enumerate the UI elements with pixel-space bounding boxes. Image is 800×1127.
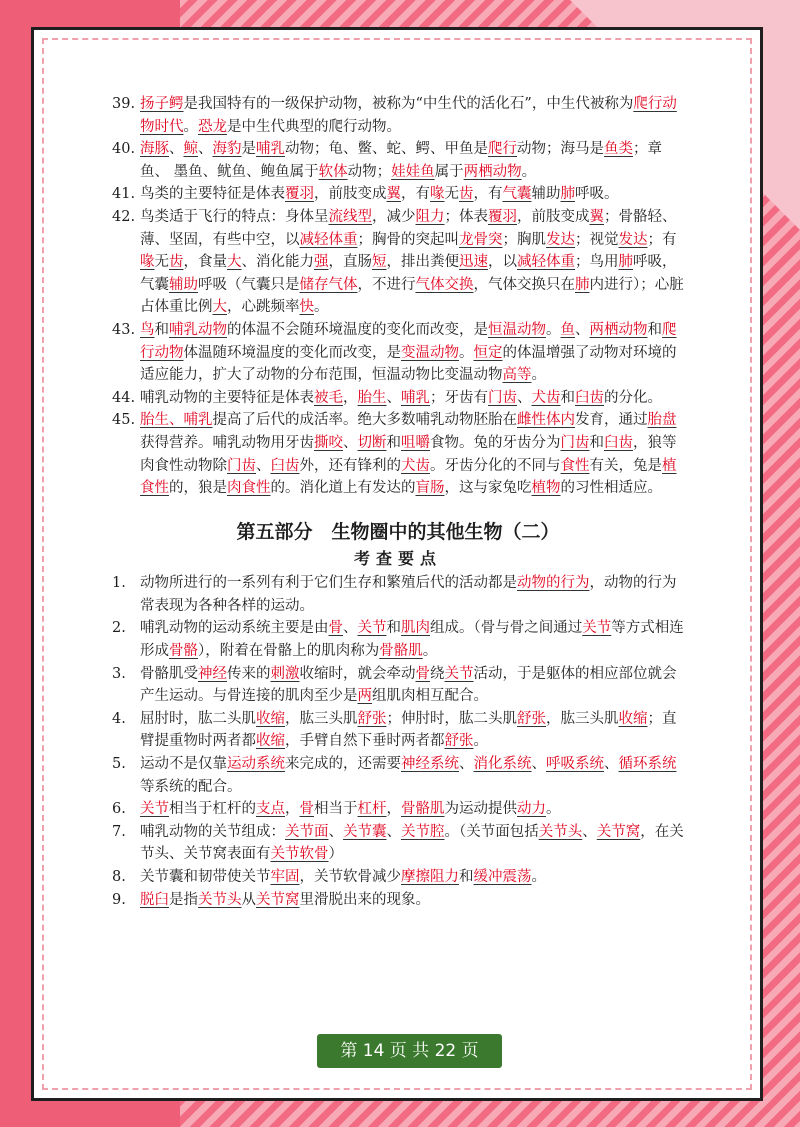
answer-text: 门齿 bbox=[488, 389, 517, 406]
question-item bbox=[112, 409, 684, 499]
question-number: 42. bbox=[112, 208, 136, 225]
question-text: 的分化。 bbox=[604, 389, 662, 406]
question-text: ，关节软骨减少 bbox=[299, 869, 401, 885]
answer-text: 动物的行为 bbox=[517, 575, 590, 592]
answer-text: 两栖动物 bbox=[589, 321, 648, 338]
question-number: 3. bbox=[112, 665, 126, 682]
question-text: 是指 bbox=[169, 891, 198, 908]
question-item bbox=[112, 138, 684, 183]
question-text: ；直臂提重物时两者都 bbox=[140, 710, 677, 750]
question-text: 关节囊和韧带使关节 bbox=[140, 869, 271, 885]
answer-text: 哺乳 bbox=[401, 389, 430, 406]
question-text: ；体表 bbox=[444, 208, 488, 225]
answer-text: 胎生、哺乳 bbox=[140, 412, 213, 429]
question-text: 。 bbox=[531, 869, 546, 885]
question-item bbox=[112, 866, 684, 889]
answer-text: 循环系统 bbox=[618, 756, 677, 773]
answer-text: 发达 bbox=[546, 231, 575, 248]
answer-text: 龙骨突 bbox=[459, 231, 503, 248]
answer-text: 臼齿 bbox=[604, 434, 633, 451]
answer-text: 两栖动物 bbox=[463, 163, 522, 180]
answer-text: 胎生 bbox=[357, 389, 387, 406]
answer-text: 骨 bbox=[299, 801, 314, 818]
answer-text: 臼齿 bbox=[575, 389, 604, 406]
question-text: ，这与家兔吃 bbox=[444, 480, 532, 497]
answer-text: 齿 bbox=[459, 186, 474, 203]
answer-text: 鱼 bbox=[560, 321, 575, 338]
question-text: 。 bbox=[314, 299, 329, 316]
question-text: ，肱三头肌 bbox=[285, 710, 358, 727]
answer-text: 咀嚼 bbox=[401, 434, 430, 451]
question-text: 、 bbox=[604, 756, 619, 773]
answer-text: 收缩 bbox=[256, 733, 285, 750]
answer-text: 关节 bbox=[582, 620, 612, 637]
question-item bbox=[112, 617, 684, 662]
answer-text: 支点 bbox=[256, 801, 285, 818]
page-indicator: 第 14 页 共 22 页 bbox=[317, 1034, 502, 1068]
question-number: 41. bbox=[112, 186, 136, 203]
question-number: 7. bbox=[112, 823, 126, 840]
answer-text: 翼 bbox=[589, 208, 604, 225]
question-text: ， bbox=[343, 389, 358, 406]
answer-text: 撕咬 bbox=[314, 434, 343, 451]
question-text: 哺乳动物的主要特征是体表 bbox=[140, 389, 314, 406]
answer-text: 恐龙 bbox=[198, 118, 227, 135]
question-text: 呼吸。 bbox=[575, 186, 619, 203]
question-item bbox=[112, 387, 684, 410]
question-text: 运动不是仅靠 bbox=[140, 756, 227, 773]
answer-text: 恒定 bbox=[473, 344, 503, 361]
question-item bbox=[112, 708, 684, 753]
answer-text: 关节腔 bbox=[401, 823, 445, 840]
question-text: 外，还有锋利的 bbox=[299, 457, 401, 474]
answer-text: 喙 bbox=[430, 186, 445, 203]
answer-text: 哺乳 bbox=[256, 141, 285, 158]
question-text: 等系统的配合。 bbox=[140, 778, 242, 795]
question-text: 的，狼是 bbox=[169, 480, 227, 497]
question-text: 骨骼肌受 bbox=[140, 665, 198, 682]
answer-text: 舒张 bbox=[517, 710, 546, 727]
answer-text: 恒温动物 bbox=[488, 321, 546, 338]
answer-text: 喙 bbox=[140, 254, 155, 271]
answer-text: 臼齿 bbox=[270, 457, 300, 474]
question-number: 43. bbox=[112, 321, 136, 338]
question-number: 6. bbox=[112, 801, 126, 818]
answer-text: 强 bbox=[314, 254, 329, 271]
answer-text: 骨 bbox=[415, 665, 430, 682]
question-text: 、 bbox=[386, 823, 401, 840]
question-text: ；有 bbox=[647, 231, 677, 248]
question-text: ；鸟用 bbox=[575, 254, 619, 271]
question-text: 。 bbox=[521, 163, 537, 180]
question-text: 来完成的，还需要 bbox=[285, 756, 401, 773]
answer-text: 神经 bbox=[198, 665, 227, 682]
answer-text: 鸟 bbox=[140, 321, 155, 338]
question-text: 为运动提供 bbox=[444, 801, 517, 818]
question-text: 。牙齿分化的不同与 bbox=[430, 457, 561, 474]
question-text: ，前肢变成 bbox=[314, 186, 387, 203]
question-text: 内进行）；心脏占体重比例 bbox=[140, 276, 684, 316]
answer-text: 减轻体重 bbox=[517, 254, 575, 271]
answer-text: 肺 bbox=[560, 186, 575, 203]
answer-text: 海豹 bbox=[212, 141, 242, 158]
answer-text: 关节面 bbox=[285, 823, 329, 840]
answer-text: 快 bbox=[299, 299, 314, 316]
question-text: 无 bbox=[444, 186, 459, 203]
question-text: ；伸肘时，肱二头肌 bbox=[386, 710, 517, 727]
question-text: 属于 bbox=[434, 163, 464, 180]
answer-text: 减轻体重 bbox=[299, 231, 358, 248]
answer-text: 覆羽 bbox=[488, 208, 517, 225]
section-subtitle: 考查要点 bbox=[353, 548, 442, 568]
answer-text: 肌肉 bbox=[401, 620, 430, 637]
question-text: 的。消化道上有发达的 bbox=[270, 480, 416, 497]
question-text: 是中生代典型的爬行动物。 bbox=[227, 118, 401, 135]
answer-text: 关节头 bbox=[198, 891, 242, 908]
answer-text: 被毛 bbox=[314, 389, 343, 406]
answer-text: 高等 bbox=[502, 367, 532, 384]
question-text: ， bbox=[386, 801, 401, 818]
question-text: 、 bbox=[198, 141, 213, 158]
question-text: 是我国特有的一级保护动物，被称为“中生代的活化石”，中生代被称为 bbox=[183, 96, 634, 112]
question-text: ；牙齿有 bbox=[430, 389, 488, 406]
answer-text: 缓冲震荡 bbox=[473, 869, 532, 885]
question-text: 。（关节面包括 bbox=[444, 823, 539, 840]
answer-text: 爬行动物时代 bbox=[140, 96, 677, 135]
answer-text: 犬齿 bbox=[531, 389, 561, 406]
question-text: 的体温不会随环境温度的变化而改变，是 bbox=[227, 321, 488, 338]
question-text: 、 bbox=[517, 389, 532, 406]
question-text: ，直肠 bbox=[328, 254, 372, 271]
answer-text: 发达 bbox=[618, 231, 648, 248]
answer-text: 雌性体内 bbox=[517, 412, 575, 429]
question-text: 。 bbox=[422, 643, 438, 660]
answer-text: 短 bbox=[372, 254, 387, 271]
question-text: ，狼等肉食性动物除 bbox=[140, 434, 677, 474]
question-text: 的体温增强了动物对环境的适应能力，扩大了动物的分布范围，恒温动物比变温动物 bbox=[140, 344, 677, 384]
question-item bbox=[112, 663, 684, 708]
answer-text: 脱臼 bbox=[140, 891, 169, 908]
question-text: ），附着在骨骼上的肌肉称为 bbox=[198, 643, 380, 660]
question-text: ，气体交换只在 bbox=[473, 276, 575, 293]
answer-text: 摩擦阻力 bbox=[401, 869, 459, 885]
answer-text: 骨骼肌 bbox=[379, 643, 423, 660]
question-text: 动物； bbox=[347, 163, 392, 180]
answer-text: 大 bbox=[227, 254, 242, 271]
answer-text: 鱼类 bbox=[604, 141, 633, 158]
question-text: 。 bbox=[183, 118, 198, 135]
question-text: 鸟类的主要特征是体表 bbox=[140, 186, 285, 203]
question-number: 45. bbox=[112, 412, 136, 429]
question-text: 有关，兔是 bbox=[589, 457, 662, 474]
question-item bbox=[112, 798, 684, 821]
question-text: ；章鱼、 墨鱼、鱿鱼、鲍鱼属于 bbox=[140, 141, 662, 180]
question-number: 1. bbox=[112, 575, 126, 592]
question-text: 提高了后代的成活率。绝大多数哺乳动物胚胎在 bbox=[212, 412, 517, 429]
answer-text: 迅速 bbox=[459, 254, 488, 271]
question-item bbox=[112, 572, 684, 617]
question-text: 、 bbox=[328, 823, 343, 840]
question-text: 食物。兔的牙齿分为 bbox=[430, 434, 561, 451]
answer-text: 食性 bbox=[560, 457, 590, 474]
question-text: 、 bbox=[531, 756, 546, 773]
question-list-part5 bbox=[112, 572, 684, 911]
answer-text: 爬行动物 bbox=[140, 321, 677, 361]
answer-text: 盲肠 bbox=[415, 480, 445, 497]
answer-text: 爬行 bbox=[488, 141, 517, 158]
question-text: 相当于杠杆的 bbox=[169, 801, 256, 818]
question-item bbox=[112, 319, 684, 387]
question-text: ，不进行 bbox=[357, 276, 416, 293]
question-text: 活动，于是躯体的相应部位就会产生运动。与骨连接的肌肉至少是 bbox=[140, 665, 677, 705]
question-text: 是 bbox=[241, 141, 256, 158]
question-number: 9. bbox=[112, 891, 126, 908]
question-text: 。 bbox=[546, 321, 561, 338]
question-number: 44. bbox=[112, 389, 136, 406]
question-text: 和 bbox=[560, 389, 575, 406]
question-text: 、 bbox=[386, 389, 401, 406]
question-number: 39. bbox=[112, 96, 136, 112]
answer-text: 关节囊 bbox=[343, 823, 387, 840]
answer-text: 呼吸系统 bbox=[546, 756, 604, 773]
question-list-part4 bbox=[112, 93, 684, 500]
question-text: 发育，通过 bbox=[575, 412, 648, 429]
question-text: 相当于 bbox=[314, 801, 358, 818]
answer-text: 关节 bbox=[357, 620, 387, 637]
answer-text: 收缩 bbox=[618, 710, 648, 727]
question-text: 无 bbox=[154, 254, 169, 271]
question-text: 、 bbox=[582, 823, 597, 840]
question-text: 、 bbox=[343, 434, 358, 451]
answer-text: 扬子鳄 bbox=[140, 96, 184, 112]
question-text: ，肱三头肌 bbox=[546, 710, 619, 727]
answer-text: 辅助 bbox=[169, 276, 198, 293]
question-text: ，有 bbox=[401, 186, 430, 203]
question-text: ，在关节头、关节窝表面有 bbox=[140, 823, 684, 863]
question-number: 2. bbox=[112, 620, 126, 637]
answer-text: 变温动物 bbox=[401, 344, 459, 361]
question-item bbox=[112, 206, 684, 319]
answer-text: 肺 bbox=[618, 254, 633, 271]
answer-text: 关节 bbox=[140, 801, 169, 818]
answer-text: 切断 bbox=[357, 434, 387, 451]
question-text: 。 bbox=[531, 367, 546, 384]
answer-text: 软体 bbox=[318, 163, 348, 180]
question-text: 从 bbox=[241, 891, 256, 908]
answer-text: 牢固 bbox=[270, 869, 300, 885]
answer-text: 舒张 bbox=[444, 733, 474, 750]
question-text: 呼吸（气囊只是 bbox=[198, 276, 300, 293]
answer-text: 神经系统 bbox=[401, 756, 459, 773]
answer-text: 肺 bbox=[575, 276, 590, 293]
question-text: 哺乳动物的运动系统主要是由 bbox=[140, 620, 329, 637]
answer-text: 大 bbox=[212, 299, 227, 316]
answer-text: 门齿 bbox=[560, 434, 590, 451]
question-text: 体温随环境温度的变化而改变，是 bbox=[183, 344, 401, 361]
question-text: 收缩时，就会牵动 bbox=[299, 665, 416, 682]
question-text: 的习性相适应。 bbox=[560, 480, 662, 497]
question-text: 。 bbox=[473, 733, 488, 750]
question-text: 获得营养。哺乳动物用牙齿 bbox=[140, 434, 314, 451]
answer-text: 胎盘 bbox=[647, 412, 677, 429]
question-text: 传来的 bbox=[227, 665, 271, 682]
answer-text: 关节头 bbox=[538, 823, 583, 840]
question-text: ，以 bbox=[488, 254, 517, 271]
question-text: 哺乳动物的关节组成： bbox=[140, 823, 285, 840]
answer-text: 翼 bbox=[386, 186, 401, 203]
question-text: 、 bbox=[343, 620, 358, 637]
question-text: 等方式相连形成 bbox=[140, 620, 684, 660]
question-text: 和 bbox=[154, 321, 169, 338]
answer-text: 刺激 bbox=[270, 665, 300, 682]
question-text: ，排出粪便 bbox=[386, 254, 459, 271]
question-text: 辅助 bbox=[531, 186, 561, 203]
answer-text: 运动系统 bbox=[227, 756, 285, 773]
question-text: 里滑脱出来的现象。 bbox=[299, 891, 430, 908]
question-text: 组成。（骨与骨之间通过 bbox=[430, 620, 583, 637]
question-text: 和 bbox=[386, 620, 401, 637]
question-text: 呼吸，气囊 bbox=[140, 254, 677, 293]
question-text: ；骨骼轻、薄、坚固，有些中空，以 bbox=[140, 208, 677, 248]
question-text: ，食量 bbox=[183, 254, 227, 271]
question-item bbox=[112, 183, 684, 206]
question-text: ；胸骨的突起叫 bbox=[357, 231, 459, 248]
question-number: 40. bbox=[112, 141, 136, 158]
question-text: 动物所进行的一系列有利于它们生存和繁殖后代的活动都是 bbox=[140, 575, 517, 592]
answer-text: 储存气体 bbox=[299, 276, 358, 293]
answer-text: 阻力 bbox=[415, 208, 445, 225]
question-item bbox=[112, 93, 684, 138]
section-title: 第五部分 生物圈中的其他生物（二） bbox=[236, 520, 560, 543]
question-number: 5. bbox=[112, 756, 126, 773]
question-text: 。 bbox=[459, 344, 474, 361]
answer-text: 收缩 bbox=[256, 710, 285, 727]
question-item bbox=[112, 753, 684, 798]
question-text: 和 bbox=[459, 869, 474, 885]
question-text: ，有 bbox=[473, 186, 503, 203]
answer-text: 覆羽 bbox=[285, 186, 314, 203]
question-text: 和 bbox=[589, 434, 604, 451]
question-text: 屈肘时，肱二头肌 bbox=[140, 710, 256, 727]
question-text: 和 bbox=[647, 321, 662, 338]
answer-text: 骨 bbox=[328, 620, 343, 637]
question-text: ， bbox=[285, 801, 300, 818]
question-text: 、 bbox=[459, 756, 474, 773]
answer-text: 植物 bbox=[531, 480, 561, 497]
answer-text: 流线型 bbox=[328, 208, 372, 225]
question-item bbox=[112, 821, 684, 866]
question-text: 、 bbox=[256, 457, 271, 474]
question-text: 、 bbox=[169, 141, 184, 158]
question-text: ，动物的行为常表现为各种各样的运动。 bbox=[140, 575, 677, 614]
question-text: 鸟类适于飞行的特点：身体呈 bbox=[140, 208, 329, 225]
answer-text: 娃娃鱼 bbox=[391, 163, 435, 180]
answer-text: 关节软骨 bbox=[270, 846, 329, 863]
answer-text: 气体交换 bbox=[415, 276, 474, 293]
answer-text: 关节窝 bbox=[256, 891, 300, 908]
question-text: 。 bbox=[546, 801, 561, 818]
question-text: 动物；龟、鳖、蛇、鳄、甲鱼是 bbox=[285, 141, 488, 158]
answer-text: 动力 bbox=[517, 801, 546, 818]
question-text: ，前肢变成 bbox=[517, 208, 590, 225]
answer-text: 关节 bbox=[444, 665, 474, 682]
answer-text: 齿 bbox=[169, 254, 184, 271]
question-text: ） bbox=[328, 846, 343, 863]
question-text: ；胸肌 bbox=[502, 231, 546, 248]
question-number: 4. bbox=[112, 710, 126, 727]
answer-text: 两 bbox=[357, 688, 372, 705]
question-text: 和 bbox=[386, 434, 401, 451]
question-text: ；视觉 bbox=[575, 231, 619, 248]
question-number: 8. bbox=[112, 869, 126, 885]
question-text: ，减少 bbox=[372, 208, 416, 225]
answer-text: 肉食性 bbox=[227, 480, 271, 497]
question-text: 绕 bbox=[430, 665, 445, 682]
question-text: 、消化能力 bbox=[241, 254, 314, 271]
answer-text: 消化系统 bbox=[473, 756, 532, 773]
question-text: 组肌肉相互配合。 bbox=[372, 688, 488, 705]
answer-text: 门齿 bbox=[227, 457, 256, 474]
answer-text: 鲸 bbox=[183, 141, 198, 158]
question-text: 、 bbox=[575, 321, 590, 338]
question-text: 动物；海马是 bbox=[517, 141, 604, 158]
answer-text: 犬齿 bbox=[401, 457, 430, 474]
answer-text: 骨骼 bbox=[169, 643, 198, 660]
answer-text: 气囊 bbox=[502, 186, 532, 203]
answer-text: 骨骼肌 bbox=[401, 801, 445, 818]
answer-text: 植食性 bbox=[140, 457, 677, 497]
answer-text: 杠杆 bbox=[357, 801, 387, 818]
answer-text: 海豚 bbox=[140, 141, 169, 158]
answer-text: 关节窝 bbox=[596, 823, 641, 840]
question-text: ，手臂自然下垂时两者都 bbox=[285, 733, 445, 750]
answer-text: 哺乳动物 bbox=[169, 321, 227, 338]
answer-text: 舒张 bbox=[357, 710, 387, 727]
question-item bbox=[112, 889, 684, 912]
page-content bbox=[112, 93, 684, 911]
question-text: ，心跳频率 bbox=[227, 299, 300, 316]
